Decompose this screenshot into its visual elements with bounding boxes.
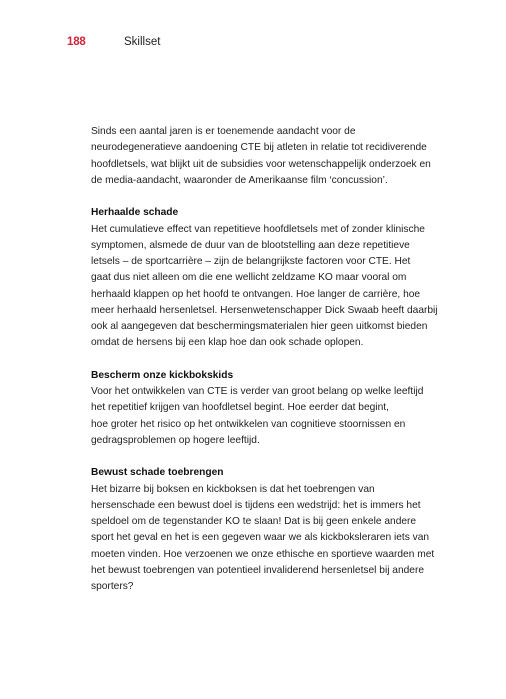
paragraph-gap bbox=[91, 449, 436, 465]
text-line: Het bizarre bij boksen en kickboksen is dat het toebrengen van bbox=[91, 483, 375, 495]
text-line: het repetitief krijgen van hoofdletsel begint. Hoe eerder dat begint, bbox=[91, 402, 389, 414]
text-line: symptomen, alsmede de duur van de blootstelling aan deze repetitieve bbox=[91, 239, 410, 251]
text-line: het bewust toebrengen van potentieel invaliderend hersenletsel bij andere bbox=[91, 564, 425, 576]
text-line: Voor het ontwikkelen van CTE is verder van groot belang op welke leeftijd bbox=[91, 386, 424, 397]
text-line: omdat de hersens bij een klap hoe dan ook schade oplopen. bbox=[91, 337, 364, 349]
section-heading-bescherm-onze-kickbokskids: Bescherm onze kickbokskids bbox=[91, 369, 234, 381]
text-line: moeten vinden. Hoe verzoenen we onze ethische en sportieve waarden met bbox=[91, 548, 435, 560]
text-line: hoofdletsels, wat blijkt uit de subsidies voor wetenschappelijk onderzoek en bbox=[91, 158, 431, 170]
text-line: ook al aangegeven dat beschermingsmaterialen hier geen uitkomst bieden bbox=[91, 321, 428, 332]
text-line: speldoel om de tegenstander KO te slaan! Dat is bij geen enkele andere bbox=[91, 516, 417, 527]
section-paragraph bbox=[91, 482, 436, 596]
page-header bbox=[67, 36, 160, 52]
text-line: sport het geval en het is een gegeven waar we als kickboksleraren iets van bbox=[91, 532, 430, 544]
section-paragraph bbox=[91, 222, 436, 352]
text-line: herhaald klappen op het hoofd te ontvangen. Hoe langer de carrière, hoe bbox=[91, 288, 421, 300]
section-heading-bewust-schade-toebrengen: Bewust schade toebrengen bbox=[91, 467, 224, 479]
intro-paragraph bbox=[91, 124, 436, 189]
text-line: meer herhaald hersenletsel. Hersenwetenschapper Dick Swaab heeft daarbij bbox=[91, 304, 438, 316]
text-line: gaat dus niet alleen om die ene wellicht zeldzame KO maar vooral om bbox=[91, 272, 407, 284]
text-line: hoe groter het risico op het ontwikkelen van cognitieve stoornissen en bbox=[91, 418, 406, 430]
text-line: Het cumulatieve effect van repetitieve hoofdletsels met of zonder klinische bbox=[91, 223, 425, 235]
text-line: letsels – de sportcarrière – zijn de belangrijkste factoren voor CTE. Het bbox=[91, 256, 411, 267]
text-line: gedragsproblemen op hogere leeftijd. bbox=[91, 434, 260, 446]
page-number: 188 bbox=[67, 36, 86, 48]
text-line: Sinds een aantal jaren is er toenemende aandacht voor de bbox=[91, 126, 356, 137]
text-line: hersenschade een bewust doel is tijdens een wedstrijd: het is immers het bbox=[91, 499, 421, 511]
text-line: de media-aandacht, waaronder de Amerikaanse film ‘concussion’. bbox=[91, 174, 388, 186]
paragraph-gap bbox=[91, 352, 436, 368]
body-text bbox=[91, 124, 436, 595]
section-paragraph bbox=[91, 384, 436, 449]
section-heading-herhaalde-schade: Herhaalde schade bbox=[91, 207, 179, 219]
paragraph-gap bbox=[91, 189, 436, 205]
running-title: Skillset bbox=[124, 36, 161, 48]
text-line: sporters? bbox=[91, 581, 134, 592]
text-line: neurodegeneratieve aandoening CTE bij atleten in relatie tot recidiverende bbox=[91, 142, 427, 154]
